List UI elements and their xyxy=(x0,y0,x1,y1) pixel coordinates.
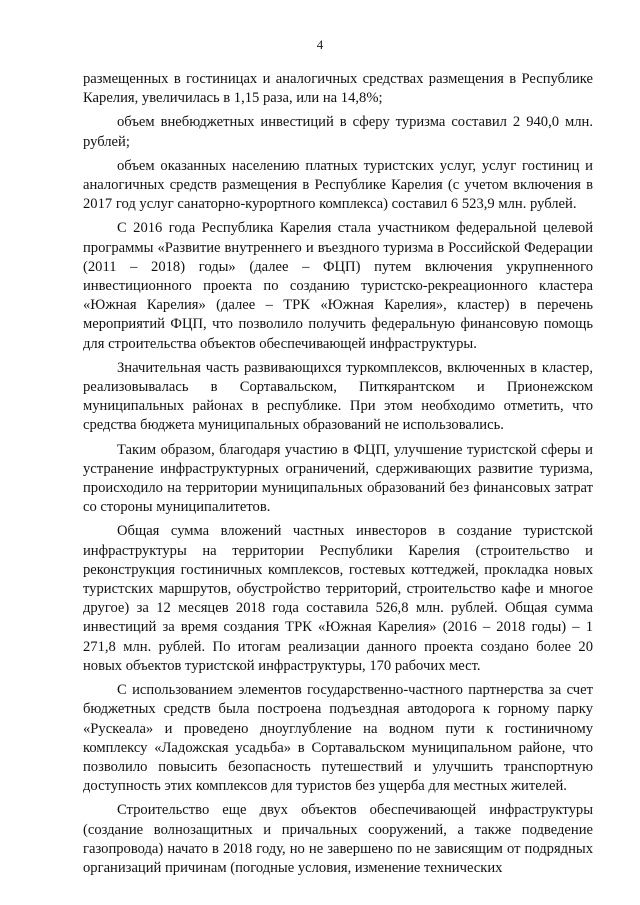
paragraph: С 2016 года Республика Карелия стала участником федеральной целевой программы «Развитие внутреннего и въездного туризма в Российской Федерации (2011 – 2018) годы» (далее – ФЦП) путем включения укрупненного инвестиционного проекта по созданию туристско-рекреационного кластера «Южная Карелия» (далее – ТРК «Южная Карелия», кластер) в перечень мероприятий ФЦП, что позволило получить федеральную финансовую помощь для строительства объектов обеспечивающей инфраструктуры. xyxy=(83,220,593,352)
paragraph: Строительство еще двух объектов обеспечивающей инфраструктуры (создание волнозащитных и причальных сооружений, а также подведение газопровода) начато в 2018 году, но не завершено по не зависящим от подрядных организаций причинам (погодные условия, изменение технических xyxy=(83,802,593,876)
paragraph: Значительная часть развивающихся туркомплексов, включенных в кластер, реализовывалась в Сортавальском, Питкярантском и Прионежском муниципальных районах в республике. При этом необходимо отметить, что средства бюджета муниципальных образований не использовались. xyxy=(83,359,593,434)
paragraph: Общая сумма вложений частных инвесторов в создание туристской инфраструктуры на территории Республики Карелия (строительство и реконструкция гостиничных комплексов, гостевых коттеджей, прокладка новых туристских маршрутов, обустройство территорий, строительство кафе и многое другое) за 12 месяцев 2018 года составила 526,8 млн. рублей. Общая сумма инвестиций за время создания ТРК «Южная Карелия» (2016 – 2018 годы) – 1 271,8 млн. рублей. По итогам реализации данного проекта создано более 20 новых объектов туристской инфраструктуры, 170 рабочих мест. xyxy=(83,523,593,674)
paragraph: объем оказанных населению платных туристских услуг, услуг гостиниц и аналогичных средств размещения в Республике Карелия (с учетом включения в 2017 год услуг санаторно-курортного комплекса) составил 6 523,9 млн. рублей. xyxy=(83,157,593,213)
paragraph: Таким образом, благодаря участию в ФЦП, улучшение туристской сферы и устранение инфраструктурных ограничений, сдерживающих развитие туризма, происходило на территории муниципальных образований без финансовых затрат со стороны муниципалитетов. xyxy=(83,441,593,516)
page-number: 4 xyxy=(316,37,324,52)
paragraph: С использованием элементов государственно-частного партнерства за счет бюджетных средств была построена подъездная автодорога к горному парку «Рускеала» и проведено дноуглубление на водном пути к гостиничному комплексу «Ладожская усадьба» в Сортавальском муниципальном районе, что позволило повысить безопасность путешествий и улучшить транспортную доступность этих комплексов для туристов без ущерба для местных жителей. xyxy=(83,682,593,795)
document-body xyxy=(83,70,593,878)
paragraph: объем внебюджетных инвестиций в сферу туризма составил 2 940,0 млн. рублей; xyxy=(83,114,593,150)
paragraph-continuation: размещенных в гостиницах и аналогичных средствах размещения в Республике Карелия, увеличилась в 1,15 раза, или на 14,8%; xyxy=(83,71,593,107)
